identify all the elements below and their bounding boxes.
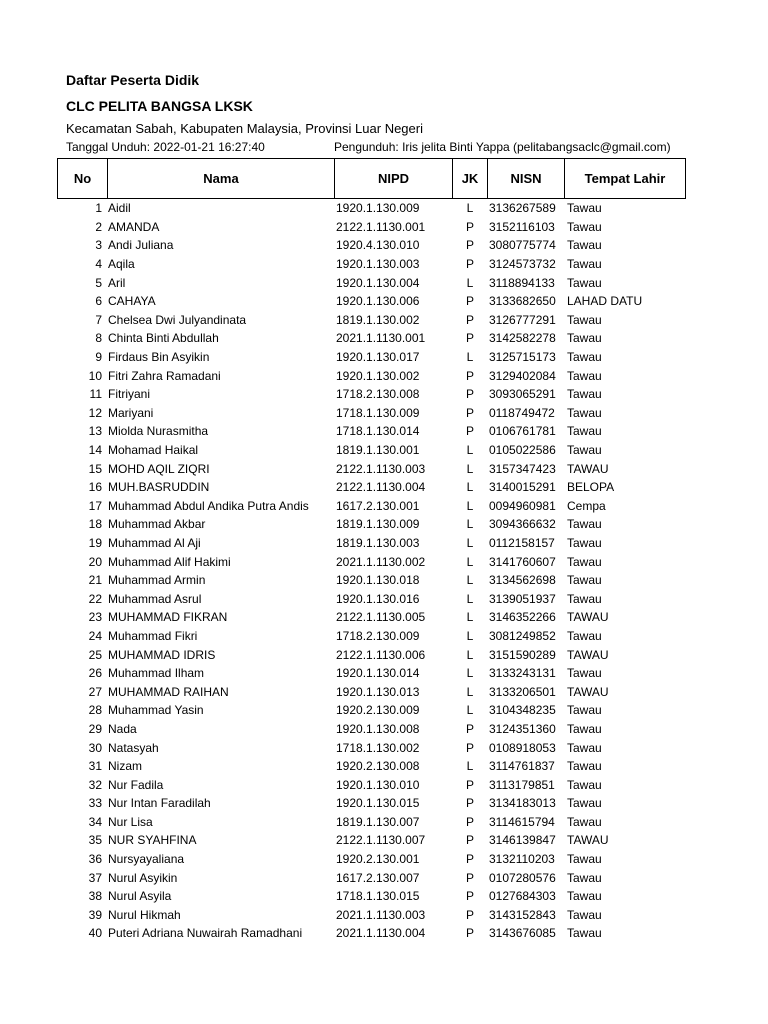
student-birthplace: Tawau (567, 331, 602, 346)
student-name: Muhammad Yasin (108, 703, 204, 718)
row-number: 1 (95, 201, 102, 216)
column-header-nisn: NISN (488, 159, 565, 199)
student-nipd: 1920.4.130.010 (336, 238, 420, 253)
row-number: 11 (89, 387, 102, 402)
table-row (57, 366, 687, 385)
student-birthplace: Tawau (567, 517, 602, 532)
student-nisn: 0112158157 (489, 535, 555, 550)
student-gender: P (465, 424, 474, 439)
student-gender: P (465, 294, 474, 309)
student-name: Muhammad Ilham (108, 666, 205, 681)
student-birthplace: BELOPA (567, 480, 615, 495)
student-birthplace: Tawau (567, 350, 602, 365)
student-name: Aidil (108, 201, 131, 216)
student-gender: L (466, 591, 474, 606)
student-birthplace: Tawau (567, 907, 602, 922)
student-gender: P (465, 312, 474, 327)
table-row (57, 664, 687, 683)
row-number: 19 (88, 535, 102, 550)
student-gender: L (466, 201, 474, 216)
table-row (57, 794, 687, 813)
table-row (57, 459, 687, 478)
student-gender: P (465, 926, 474, 941)
download-date: Tanggal Unduh: 2022-01-21 16:27:40 (66, 140, 265, 154)
student-gender: P (465, 721, 474, 736)
student-table-body (57, 199, 687, 943)
table-header (57, 158, 686, 199)
student-nipd: 1617.2.130.007 (336, 870, 420, 885)
student-gender: P (465, 405, 474, 420)
table-row (57, 775, 687, 794)
student-birthplace: Tawau (567, 275, 602, 290)
student-name: Nur Fadila (108, 777, 164, 792)
student-nisn: 3124351360 (489, 721, 556, 736)
row-number: 32 (88, 777, 102, 792)
student-nipd: 2122.1.1130.005 (336, 610, 426, 625)
table-row (57, 255, 687, 274)
student-birthplace: TAWAU (567, 833, 609, 848)
student-nipd: 1920.2.130.001 (336, 852, 420, 867)
student-name: AMANDA (108, 219, 160, 234)
student-nisn: 3143152843 (489, 907, 556, 922)
table-row (57, 236, 687, 255)
student-name: Aril (108, 275, 126, 290)
student-nisn: 3125715173 (489, 350, 556, 365)
student-nipd: 1617.2.130.001 (336, 498, 420, 513)
student-name: Nurul Asyikin (108, 870, 178, 885)
student-nipd: 2021.1.1130.004 (336, 926, 426, 941)
table-row (57, 701, 687, 720)
student-birthplace: Tawau (567, 796, 602, 811)
student-name: Nur Intan Faradilah (108, 796, 211, 811)
student-name: Chinta Binti Abdullah (108, 331, 219, 346)
student-nipd: 1920.1.130.006 (336, 294, 420, 309)
student-nisn: 3129402084 (489, 368, 556, 383)
student-nipd: 2122.1.1130.006 (336, 647, 426, 662)
table-row (57, 571, 687, 590)
student-gender: P (465, 368, 474, 383)
student-nisn: 0105022586 (489, 443, 556, 458)
student-nisn: 3118894133 (489, 275, 555, 290)
row-number: 25 (88, 647, 102, 662)
student-nisn: 0127684303 (489, 889, 556, 904)
table-row (57, 720, 687, 739)
student-name: Nizam (108, 759, 143, 774)
table-row (57, 273, 687, 292)
student-nipd: 2021.1.1130.001 (336, 331, 426, 346)
student-nipd: 1718.2.130.008 (336, 387, 420, 402)
table-row (57, 404, 687, 423)
student-name: Muhammad Asrul (108, 591, 202, 606)
student-birthplace: Tawau (567, 312, 602, 327)
student-name: MUHAMMAD RAIHAN (108, 684, 229, 699)
column-header-tempat-lahir: Tempat Lahir (565, 159, 686, 199)
table-row (57, 348, 687, 367)
student-nisn: 3134562698 (489, 573, 556, 588)
student-gender: L (466, 573, 474, 588)
table-row (57, 552, 687, 571)
student-nipd: 1718.1.130.015 (336, 889, 420, 904)
student-nisn: 3132110203 (489, 852, 555, 867)
row-number: 36 (88, 852, 102, 867)
student-gender: P (465, 257, 474, 272)
student-gender: L (466, 554, 474, 569)
student-gender: P (465, 870, 474, 885)
student-gender: L (466, 480, 474, 495)
student-nisn: 3141760607 (489, 554, 556, 569)
table-row (57, 645, 687, 664)
row-number: 24 (88, 628, 102, 643)
student-name: Nursyayaliana (108, 852, 185, 867)
row-number: 39 (88, 907, 102, 922)
row-number: 22 (88, 591, 102, 606)
row-number: 5 (95, 275, 102, 290)
student-name: Nurul Asyila (108, 889, 172, 904)
row-number: 31 (88, 759, 102, 774)
row-number: 2 (95, 219, 102, 234)
student-gender: P (465, 907, 474, 922)
student-table (57, 199, 687, 943)
student-birthplace: Tawau (567, 368, 602, 383)
student-nisn: 3136267589 (489, 201, 556, 216)
student-name: Fitriyani (108, 387, 151, 402)
row-number: 26 (88, 666, 102, 681)
table-row (57, 329, 687, 348)
student-nipd: 1920.1.130.013 (336, 684, 420, 699)
student-name: Muhammad Al Aji (108, 535, 201, 550)
student-nisn: 3104348235 (489, 703, 556, 718)
student-birthplace: Tawau (567, 777, 602, 792)
student-birthplace: Tawau (567, 387, 602, 402)
student-birthplace: Tawau (567, 443, 602, 458)
student-name: MOHD AQIL ZIQRI (108, 461, 210, 476)
column-header-jk: JK (453, 159, 488, 199)
student-nisn: 3124573732 (489, 257, 556, 272)
student-gender: P (465, 852, 474, 867)
student-name: Muhammad Abdul Andika Putra Andis (108, 498, 309, 513)
student-nisn: 3094366632 (489, 517, 556, 532)
student-gender: L (466, 703, 474, 718)
student-nipd: 2021.1.1130.003 (336, 907, 426, 922)
table-row (57, 199, 687, 218)
row-number: 34 (88, 814, 102, 829)
student-nisn: 3146139847 (489, 833, 556, 848)
row-number: 8 (95, 331, 102, 346)
row-number: 3 (95, 238, 102, 253)
row-number: 35 (88, 833, 102, 848)
table-row (57, 906, 687, 925)
table-row (57, 757, 687, 776)
student-birthplace: Tawau (567, 257, 602, 272)
student-nipd: 2122.1.1130.001 (336, 219, 426, 234)
student-nipd: 1718.1.130.014 (336, 424, 420, 439)
student-name: Muhammad Armin (108, 573, 206, 588)
row-number: 4 (95, 257, 102, 272)
student-nisn: 3113179851 (489, 777, 555, 792)
row-number: 9 (95, 350, 102, 365)
table-row (57, 682, 687, 701)
student-nisn: 3081249852 (489, 628, 556, 643)
row-number: 21 (88, 573, 102, 588)
student-name: MUHAMMAD IDRIS (108, 647, 216, 662)
student-nisn: 3151590289 (489, 647, 556, 662)
table-row (57, 385, 687, 404)
row-number: 38 (88, 889, 102, 904)
row-number: 37 (88, 870, 102, 885)
student-gender: L (466, 517, 474, 532)
school-name: CLC PELITA BANGSA LKSK (66, 98, 253, 114)
row-number: 6 (95, 294, 102, 309)
student-birthplace: Tawau (567, 238, 602, 253)
student-nipd: 1920.1.130.002 (336, 368, 420, 383)
table-row (57, 292, 687, 311)
student-nipd: 2122.1.1130.003 (336, 461, 426, 476)
student-gender: L (466, 647, 474, 662)
column-header-nama: Nama (108, 159, 335, 199)
table-row (57, 813, 687, 832)
student-birthplace: Tawau (567, 926, 602, 941)
student-gender: L (466, 443, 474, 458)
student-gender: L (466, 535, 474, 550)
student-name: Muhammad Alif Hakimi (108, 554, 231, 569)
student-gender: L (466, 759, 474, 774)
student-name: Nur Lisa (108, 814, 153, 829)
table-row (57, 515, 687, 534)
row-number: 15 (88, 461, 102, 476)
table-row (57, 887, 687, 906)
student-name: Miolda Nurasmitha (108, 424, 209, 439)
student-birthplace: Tawau (567, 424, 602, 439)
student-nipd: 2122.1.1130.004 (336, 480, 426, 495)
student-gender: L (466, 275, 474, 290)
student-name: MUHAMMAD FIKRAN (108, 610, 228, 625)
row-number: 12 (88, 405, 102, 420)
student-name: Puteri Adriana Nuwairah Ramadhani (108, 926, 303, 941)
student-name: Mohamad Haikal (108, 443, 199, 458)
student-gender: L (466, 666, 474, 681)
student-name: Firdaus Bin Asyikin (108, 350, 210, 365)
student-birthplace: LAHAD DATU (567, 294, 643, 309)
student-birthplace: Tawau (567, 852, 602, 867)
student-gender: P (465, 889, 474, 904)
student-birthplace: Tawau (567, 759, 602, 774)
student-nipd: 1819.1.130.001 (336, 443, 420, 458)
student-gender: L (466, 461, 474, 476)
row-number: 29 (88, 721, 102, 736)
student-name: Muhammad Fikri (108, 628, 198, 643)
table-row (57, 738, 687, 757)
student-gender: P (465, 387, 474, 402)
student-nisn: 3157347423 (489, 461, 556, 476)
student-gender: P (465, 238, 474, 253)
student-birthplace: Tawau (567, 814, 602, 829)
student-birthplace: Tawau (567, 740, 602, 755)
table-row (57, 534, 687, 553)
student-nipd: 1718.2.130.009 (336, 628, 420, 643)
student-name: Nurul Hikmah (108, 907, 181, 922)
student-birthplace: TAWAU (567, 461, 609, 476)
student-nipd: 1920.1.130.014 (336, 666, 420, 681)
student-name: Andi Juliana (108, 238, 174, 253)
table-row (57, 497, 687, 516)
table-row (57, 478, 687, 497)
student-name: Mariyani (108, 405, 154, 420)
student-gender: P (465, 219, 474, 234)
row-number: 27 (88, 684, 102, 699)
student-nisn: 3142582278 (489, 331, 556, 346)
student-name: MUH.BASRUDDIN (108, 480, 210, 495)
student-nipd: 1718.1.130.002 (336, 740, 420, 755)
student-nisn: 3133206501 (489, 684, 556, 699)
student-name: Nada (108, 721, 137, 736)
row-number: 23 (88, 610, 102, 625)
student-gender: L (466, 610, 474, 625)
student-gender: P (465, 833, 474, 848)
student-birthplace: TAWAU (567, 610, 609, 625)
student-gender: P (465, 814, 474, 829)
student-birthplace: Cempa (567, 498, 606, 513)
student-birthplace: Tawau (567, 666, 602, 681)
student-nipd: 2122.1.1130.007 (336, 833, 426, 848)
student-name: Aqila (108, 257, 135, 272)
student-nipd: 1920.1.130.017 (336, 350, 420, 365)
student-nipd: 1920.1.130.018 (336, 573, 420, 588)
student-birthplace: Tawau (567, 554, 602, 569)
row-number: 16 (88, 480, 102, 495)
table-row (57, 311, 687, 330)
table-row (57, 850, 687, 869)
student-name: Muhammad Akbar (108, 517, 206, 532)
student-birthplace: Tawau (567, 703, 602, 718)
student-name: NUR SYAHFINA (108, 833, 197, 848)
student-nipd: 1920.1.130.009 (336, 201, 420, 216)
row-number: 20 (88, 554, 102, 569)
student-nipd: 1819.1.130.003 (336, 535, 420, 550)
table-row (57, 608, 687, 627)
student-nipd: 1920.1.130.015 (336, 796, 420, 811)
student-gender: L (466, 628, 474, 643)
table-row (57, 422, 687, 441)
student-gender: P (465, 740, 474, 755)
row-number: 17 (88, 498, 102, 513)
student-nisn: 3134183013 (489, 796, 556, 811)
student-nisn: 0106761781 (489, 424, 556, 439)
student-nisn: 3143676085 (489, 926, 556, 941)
student-birthplace: Tawau (567, 591, 602, 606)
table-row (57, 868, 687, 887)
student-gender: L (466, 498, 474, 513)
student-nisn: 0094960981 (489, 498, 556, 513)
student-nisn: 3146352266 (489, 610, 556, 625)
column-header-nipd: NIPD (335, 159, 453, 199)
student-gender: P (465, 331, 474, 346)
student-nisn: 3139051937 (489, 591, 556, 606)
student-nisn: 3140015291 (489, 480, 556, 495)
table-row (57, 924, 687, 943)
student-birthplace: Tawau (567, 721, 602, 736)
student-gender: P (465, 777, 474, 792)
student-nipd: 1920.2.130.008 (336, 759, 420, 774)
row-number: 13 (88, 424, 102, 439)
document-title: Daftar Peserta Didik (66, 72, 200, 88)
student-nisn: 3080775774 (489, 238, 556, 253)
student-nipd: 1819.1.130.009 (336, 517, 420, 532)
student-birthplace: TAWAU (567, 684, 609, 699)
student-nisn: 0118749472 (489, 405, 555, 420)
table-row (57, 589, 687, 608)
column-header-no: No (58, 159, 108, 199)
student-nipd: 1920.2.130.009 (336, 703, 420, 718)
student-birthplace: Tawau (567, 535, 602, 550)
student-nisn: 3114761837 (489, 759, 555, 774)
student-nipd: 2021.1.1130.002 (336, 554, 426, 569)
student-nipd: 1920.1.130.008 (336, 721, 420, 736)
row-number: 10 (88, 368, 102, 383)
row-number: 28 (88, 703, 102, 718)
student-nipd: 1819.1.130.002 (336, 312, 420, 327)
student-birthplace: Tawau (567, 201, 602, 216)
row-number: 14 (88, 443, 102, 458)
student-birthplace: Tawau (567, 219, 602, 234)
row-number: 7 (95, 312, 102, 327)
student-nipd: 1920.1.130.003 (336, 257, 420, 272)
table-row (57, 627, 687, 646)
student-birthplace: TAWAU (567, 647, 609, 662)
student-name: Fitri Zahra Ramadani (108, 368, 221, 383)
student-nisn: 3093065291 (489, 387, 556, 402)
row-number: 18 (88, 517, 102, 532)
row-number: 40 (88, 926, 102, 941)
table-row (57, 831, 687, 850)
downloader-info: Pengunduh: Iris jelita Binti Yappa (pelitabangsaclc@gmail.com) (334, 140, 671, 154)
student-nipd: 1819.1.130.007 (336, 814, 420, 829)
row-number: 30 (88, 740, 102, 755)
student-birthplace: Tawau (567, 573, 602, 588)
student-nisn: 3114615794 (489, 814, 555, 829)
student-nipd: 1920.1.130.004 (336, 275, 420, 290)
student-nipd: 1920.1.130.016 (336, 591, 420, 606)
student-birthplace: Tawau (567, 405, 602, 420)
student-name: Natasyah (108, 740, 159, 755)
student-nisn: 3133682650 (489, 294, 556, 309)
student-nisn: 0108918053 (489, 740, 556, 755)
row-number: 33 (88, 796, 102, 811)
table-row (57, 441, 687, 460)
student-nisn: 0107280576 (489, 870, 556, 885)
student-name: Chelsea Dwi Julyandinata (108, 312, 247, 327)
student-gender: L (466, 684, 474, 699)
student-nipd: 1718.1.130.009 (336, 405, 420, 420)
student-birthplace: Tawau (567, 628, 602, 643)
student-nipd: 1920.1.130.010 (336, 777, 420, 792)
student-gender: P (465, 796, 474, 811)
student-name: CAHAYA (108, 294, 156, 309)
student-birthplace: Tawau (567, 870, 602, 885)
table-row (57, 218, 687, 237)
student-nisn: 3152116103 (489, 219, 555, 234)
student-nisn: 3133243131 (489, 666, 556, 681)
student-nisn: 3126777291 (489, 312, 556, 327)
student-gender: L (466, 350, 474, 365)
student-birthplace: Tawau (567, 889, 602, 904)
school-location: Kecamatan Sabah, Kabupaten Malaysia, Provinsi Luar Negeri (66, 121, 423, 136)
